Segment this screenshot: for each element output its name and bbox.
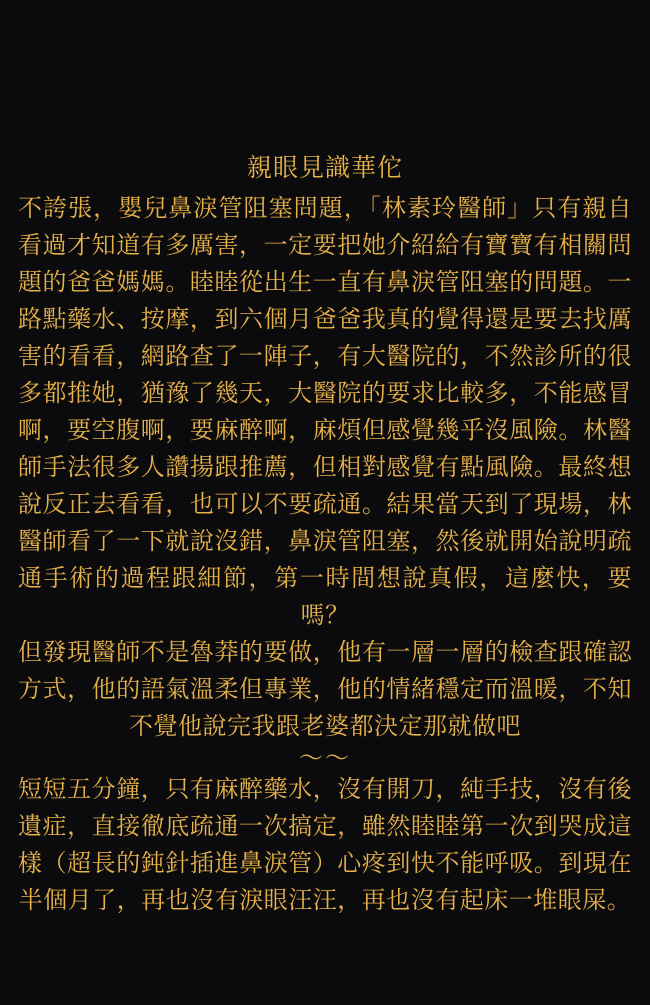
page-title: 親眼見識華佗: [246, 153, 403, 182]
paragraph-3: 短短五分鐘，只有麻醉藥水，沒有開刀，純手技，沒有後遺症，直接徹底疏通一次搞定，雖然睦睦第一次到哭成這樣（超長的鈍針插進鼻淚管）心疼到快不能呼吸。到現在半個月了，再也沒有淚眼汪汪，再也沒有起床一堆眼屎。: [18, 775, 632, 914]
squiggle-divider: ～～: [299, 744, 351, 772]
paragraph-1: 不誇張，嬰兒鼻淚管阻塞問題，「林素玲醫師」只有親自看過才知道有多厲害，一定要把她介紹給有寶寶有相關問題的爸爸媽媽。睦睦從出生一直有鼻淚管阻塞的問題。一路點藥水、按摩，到六個月爸爸我真的覺得還是要去找厲害的看看，網路查了一陣子，有大醫院的，不然診所的很多都推她，猶豫了幾天，大醫院的要求比較多，不能感冒啊，要空腹啊，要麻醉啊，麻煩但感覺幾乎沒風險。林醫師手法很多人讚揚跟推薦，但相對感覺有點風險。最終想說反正去看看，也可以不要疏通。結果當天到了現場，林醫師看了一下就說沒錯，鼻淚管阻塞，然後就開始說明疏通手術的過程跟細節，第一時間想說真假，這麼快，要嗎？: [18, 194, 632, 629]
paragraph-2: 但發現醫師不是魯莽的要做，他有一層一層的檢查跟確認方式，他的語氣溫柔但專業，他的情緒穩定而溫暖，不知不覺他說完我跟老婆都決定那就做吧: [18, 638, 632, 740]
document-body: [0, 150, 650, 919]
